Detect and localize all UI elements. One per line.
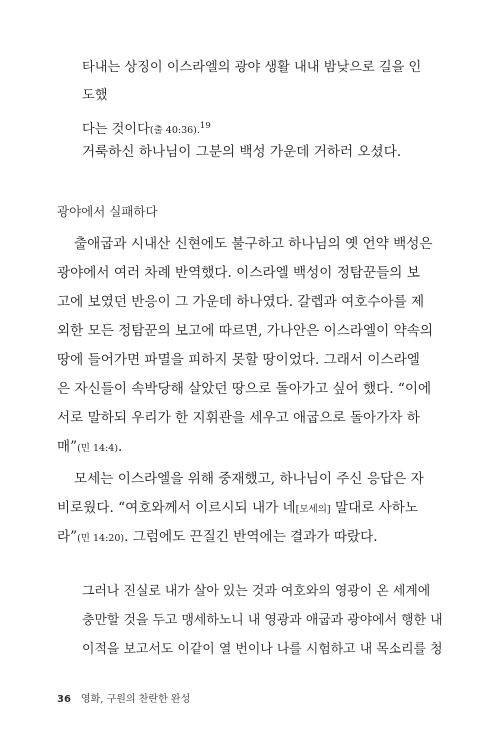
paragraph2-reference: (민 14:20) <box>77 533 125 544</box>
paragraph2-line3-a: 라” <box>57 529 78 545</box>
paragraph2-bracket-note: [모세의] <box>295 504 331 515</box>
paragraph1-line: 광야에서 여러 차례 반역했다. 이스라엘 백성이 정탐꾼들의 보 <box>57 265 420 281</box>
paragraph2-line3-b: . 그럼에도 끈질긴 반역에는 결과가 따랐다. <box>124 529 378 545</box>
paragraph1-line: 외한 모든 정탐꾼의 보고에 따르면, 가나안은 이스라엘이 약속의 <box>57 323 433 339</box>
paragraph1-reference: (민 14:4) <box>77 443 119 454</box>
paragraph1-line: 서로 말하되 우리가 한 지휘관을 세우고 애굽으로 돌아가자 하 <box>57 410 420 426</box>
paragraph1-line: 고에 보였던 반응이 그 가운데 하나였다. 갈렙과 여호수아를 제 <box>57 294 425 310</box>
paragraph1-last-line <box>57 435 441 455</box>
paragraph2-line3 <box>57 525 441 545</box>
quote3-line: 그러나 진실로 내가 살아 있는 것과 여호와의 영광이 온 세계에 <box>82 584 431 599</box>
quote1-line2-text: 다는 것이다 <box>82 122 150 137</box>
paragraph2-line2-b: 말대로 사하노 <box>330 500 419 516</box>
book-title: 영화, 구원의 찬란한 완성 <box>80 694 191 705</box>
paragraph1-line: 땅에 들어가면 파멸을 피하지 못할 땅이었다. 그래서 이스라엘 <box>57 352 420 368</box>
paragraph2-line1: 모세는 이스라엘을 위해 중재했고, 하나님이 주신 응답은 자 <box>74 471 424 487</box>
quote3-line: 충만할 것을 두고 맹세하노니 내 영광과 애굽과 광야에서 행한 내 <box>82 613 443 628</box>
quote-block-2: 거룩하신 하나님이 그분의 백성 가운데 거하러 오셨다. <box>82 144 402 160</box>
quote1-reference: (출 40:36). <box>149 125 200 136</box>
paragraph2-line2 <box>57 496 441 516</box>
page-number: 36 <box>57 694 71 705</box>
paragraph1-line: 은 자신들이 속박당해 살았던 땅으로 돌아가고 싶어 했다. “이에 <box>57 381 432 397</box>
paragraph2-line2-a: 비로웠다. “여호와께서 이르시되 내가 네 <box>57 500 296 516</box>
section-heading: 광야에서 실패하다 <box>57 204 158 219</box>
paragraph1-period: . <box>118 439 123 455</box>
quote1-line1: 타내는 상징이 이스라엘의 광야 생활 내내 밤낮으로 길을 인도했 <box>82 60 422 103</box>
quote-block-1 <box>82 54 422 145</box>
paragraph1-line: 출애굽과 시내산 신현에도 불구하고 하나님의 옛 언약 백성은 <box>74 236 433 252</box>
page-footer <box>57 690 190 705</box>
paragraph1-last-text: 매” <box>57 439 78 455</box>
quote3-line: 이적을 보고서도 이같이 열 번이나 나를 시험하고 내 목소리를 청 <box>82 642 443 657</box>
footnote-marker: 19 <box>199 121 211 131</box>
